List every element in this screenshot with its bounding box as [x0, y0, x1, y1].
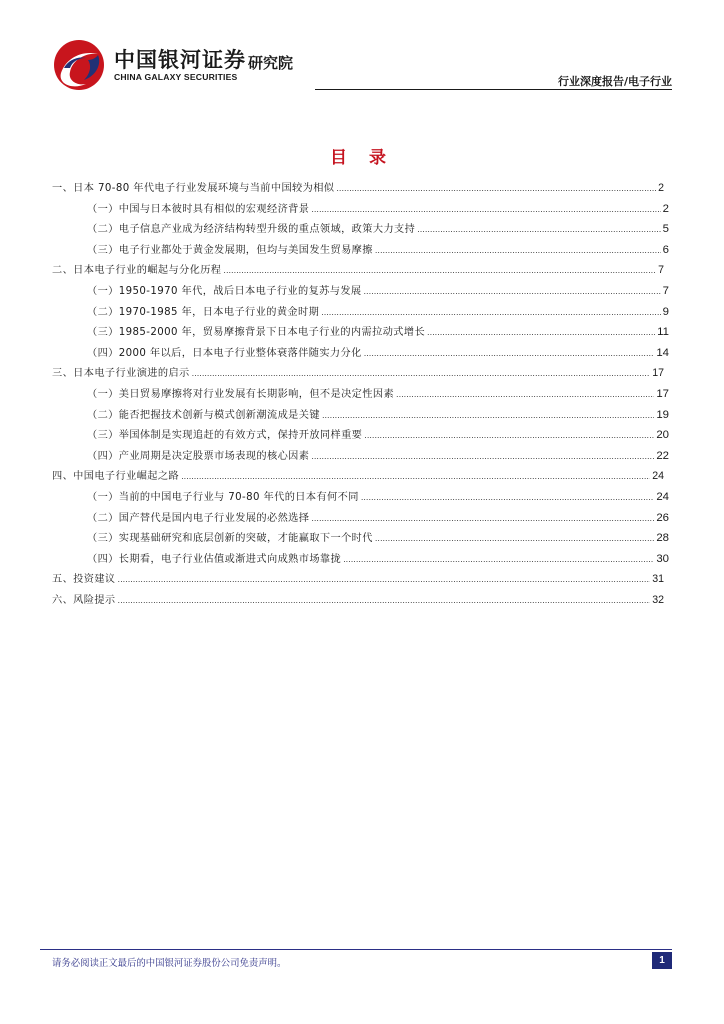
- toc-leader-dots: [361, 490, 655, 506]
- toc-entry-label: 二、日本电子行业的崛起与分化历程: [52, 265, 222, 277]
- toc-entry-page: 7: [662, 285, 669, 297]
- toc-subsection-link[interactable]: [87, 345, 669, 361]
- toc-section-link[interactable]: [52, 592, 664, 608]
- toc-entry-page: 17: [656, 388, 669, 400]
- toc-subsection-link[interactable]: [87, 407, 669, 423]
- toc-entry-label: 三、日本电子行业演进的启示: [52, 368, 190, 380]
- page-number: 1: [652, 952, 672, 969]
- toc-entry-label: （一）中国与日本彼时具有相似的宏观经济背景: [87, 203, 310, 215]
- toc-leader-dots: [192, 366, 651, 382]
- toc-leader-dots: [118, 572, 651, 588]
- footer-disclaimer: 请务必阅读正文最后的中国银河证券股份公司免责声明。: [52, 958, 287, 969]
- toc-entry-label: （二）能否把握技术创新与模式创新潮流成是关键: [87, 409, 320, 421]
- toc-entry-label: （一）1950-1970 年代，战后日本电子行业的复苏与发展: [87, 286, 362, 297]
- toc-entry-label: （二）国产替代是国内电子行业发展的必然选择: [87, 512, 310, 524]
- toc-section-link[interactable]: [52, 365, 664, 381]
- toc-leader-dots: [311, 202, 660, 218]
- footer-divider: [40, 949, 672, 950]
- toc-entry-label: 五、投资建议: [52, 574, 116, 586]
- toc-entry-page: 24: [656, 491, 669, 503]
- toc-leader-dots: [181, 469, 650, 485]
- toc-entry-label: （四）2000 年以后，日本电子行业整体衰落伴随实力分化: [87, 347, 362, 359]
- toc-entry-page: 19: [656, 408, 669, 421]
- toc-entry-page: 32: [652, 594, 664, 606]
- header-divider: [315, 89, 672, 90]
- toc-leader-dots: [417, 222, 660, 238]
- toc-entry-label: （二）1970-1985 年，日本电子行业的黄金时期: [87, 306, 320, 318]
- toc-leader-dots: [336, 181, 656, 197]
- toc-section-link[interactable]: [52, 262, 664, 278]
- toc-leader-dots: [396, 387, 654, 403]
- toc-leader-dots: [343, 552, 654, 568]
- toc-entry-page: 7: [658, 264, 664, 277]
- toc-subsection-link[interactable]: [87, 386, 669, 402]
- toc-subsection-link[interactable]: [87, 551, 669, 567]
- toc-leader-dots: [364, 284, 661, 300]
- toc-leader-dots: [311, 511, 654, 527]
- toc-subsection-link[interactable]: [87, 448, 669, 464]
- toc-subsection-link[interactable]: [87, 304, 669, 320]
- toc-entry-page: 24: [652, 470, 664, 483]
- toc-entry-label: （一）当前的中国电子行业与 70-80 年代的日本有何不同: [87, 492, 359, 503]
- brand-name-cn: 中国银河证券: [114, 48, 246, 72]
- toc-entry-label: （四）长期看，电子行业估值或渐进式向成熟市场靠拢: [87, 553, 342, 565]
- toc-entry-page: 17: [652, 367, 664, 380]
- toc-entry-label: 四、中国电子行业崛起之路: [52, 471, 180, 483]
- toc-leader-dots: [311, 449, 654, 465]
- toc-leader-dots: [321, 305, 660, 321]
- toc-entry-page: 11: [657, 326, 669, 339]
- galaxy-swirl-logo-icon: [52, 38, 106, 92]
- toc-subsection-link[interactable]: [87, 201, 669, 217]
- toc-subsection-link[interactable]: [87, 242, 669, 258]
- toc-subsection-link[interactable]: [87, 283, 669, 299]
- brand-institute: 研究院: [248, 54, 294, 72]
- toc-title: 目 录: [330, 148, 394, 168]
- toc-subsection-link[interactable]: [87, 221, 669, 237]
- toc-entry-page: 31: [652, 573, 664, 586]
- toc-entry-page: 28: [656, 532, 669, 545]
- toc-entry-page: 5: [662, 223, 669, 236]
- toc-entry-page: 20: [656, 429, 669, 442]
- toc-entry-label: 六、风险提示: [52, 595, 116, 606]
- toc-leader-dots: [364, 346, 655, 362]
- toc-entry-label: （三）实现基础研究和底层创新的突破，才能赢取下一个时代: [87, 533, 373, 545]
- toc-entry-page: 30: [656, 552, 669, 565]
- toc-section-link[interactable]: [52, 571, 664, 587]
- toc-entry-page: 2: [662, 202, 669, 215]
- toc-leader-dots: [375, 531, 654, 547]
- toc-entry-page: 9: [662, 305, 669, 318]
- toc-leader-dots: [322, 408, 654, 424]
- toc-entry-page: 6: [662, 243, 669, 256]
- toc-entry-page: 22: [656, 449, 669, 462]
- toc-section-link[interactable]: [52, 180, 664, 196]
- toc-subsection-link[interactable]: [87, 530, 669, 546]
- toc-entry-label: （三）1985-2000 年，贸易摩擦背景下日本电子行业的内需拉动式增长: [87, 327, 426, 339]
- toc-leader-dots: [375, 243, 661, 259]
- toc-leader-dots: [118, 593, 651, 609]
- toc-entry-label: （四）产业周期是决定股票市场表现的核心因素: [87, 450, 310, 462]
- brand-logo: [52, 38, 312, 90]
- toc-entry-label: （一）美日贸易摩擦将对行业发展有长期影响，但不是决定性因素: [87, 389, 395, 400]
- toc-leader-dots: [223, 263, 656, 279]
- report-category: 行业深度报告/电子行业: [557, 75, 672, 88]
- toc-entry-page: 2: [658, 182, 664, 194]
- toc-leader-dots: [427, 325, 655, 341]
- toc-subsection-link[interactable]: [87, 427, 669, 443]
- toc-subsection-link[interactable]: [87, 489, 669, 505]
- toc-entry-label: 一、日本 70-80 年代电子行业发展环境与当前中国较为相似: [52, 183, 335, 194]
- toc-leader-dots: [364, 428, 654, 444]
- toc-subsection-link[interactable]: [87, 510, 669, 526]
- toc-entry-label: （二）电子信息产业成为经济结构转型升级的重点领域，政策大力支持: [87, 224, 416, 236]
- toc-entry-page: 26: [656, 511, 669, 524]
- toc-entry-label: （三）电子行业都处于黄金发展期，但均与美国发生贸易摩擦: [87, 244, 373, 256]
- toc-entry-label: （三）举国体制是实现追赶的有效方式，保持开放同样重要: [87, 430, 363, 442]
- toc-entry-page: 14: [656, 346, 669, 359]
- brand-name-en: CHINA GALAXY SECURITIES: [114, 72, 238, 82]
- toc-section-link[interactable]: [52, 468, 664, 484]
- toc-subsection-link[interactable]: [87, 324, 669, 340]
